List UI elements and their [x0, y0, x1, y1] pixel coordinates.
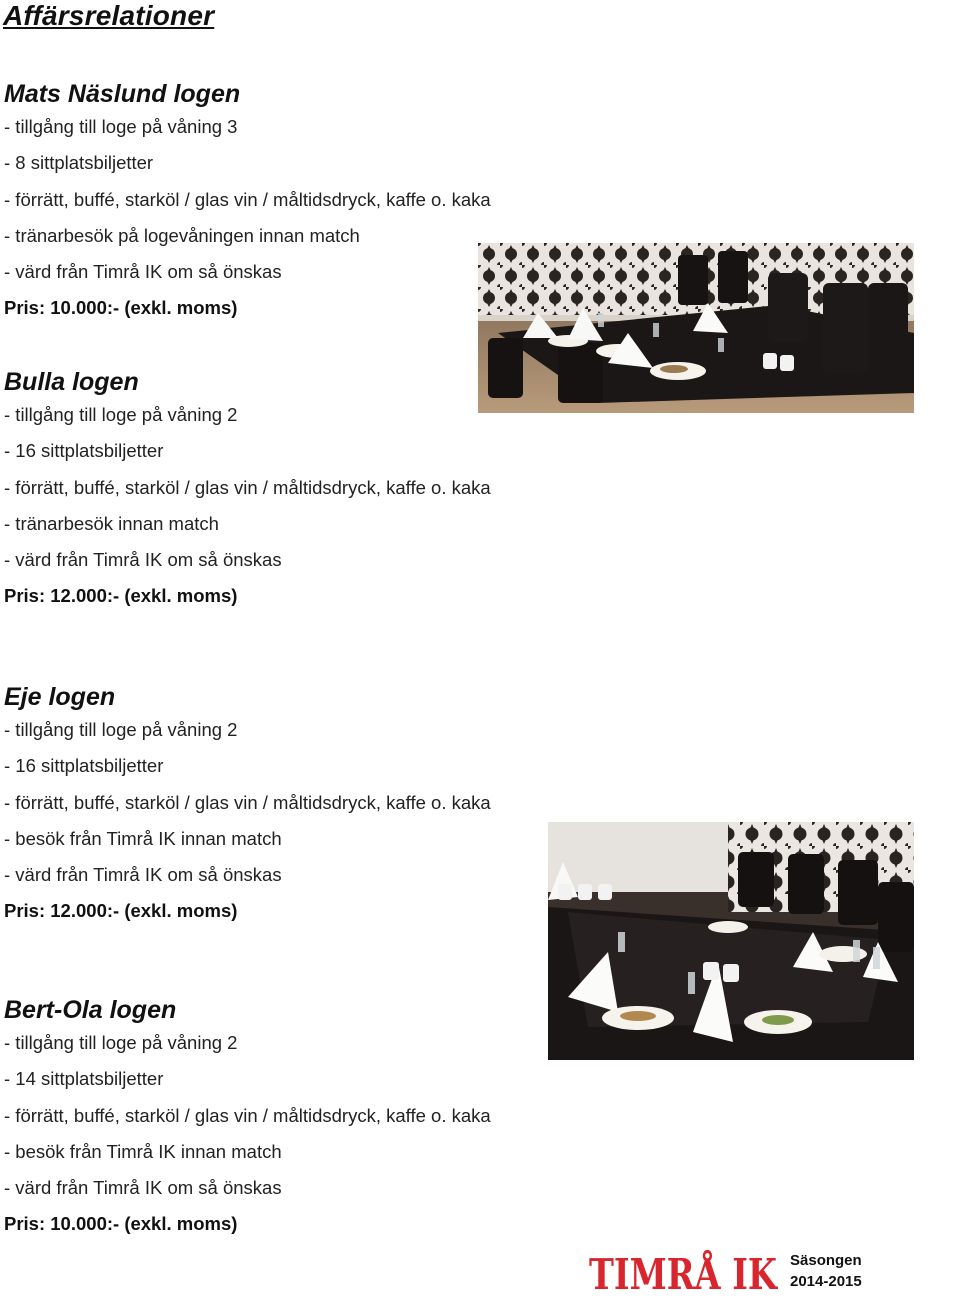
- benefit-list: [4, 109, 491, 290]
- list-item: - besök från Timrå IK innan match: [4, 827, 282, 849]
- list-item: - tillgång till loge på våning 2: [4, 719, 238, 740]
- lodge-photo: [478, 243, 914, 413]
- list-item: - värd från Timrå IK om så önskas: [4, 549, 282, 571]
- section-bulla-logen: [4, 367, 491, 614]
- list-item: - förrätt, buffé, starköl / glas vin / måltidsdryck, kaffe o. kaka: [4, 791, 491, 813]
- list-item: - tillgång till loge på våning 3: [4, 116, 238, 137]
- list-item: - 16 sittplatsbiljetter: [4, 440, 164, 462]
- list-item: - tillgång till loge på våning 2: [4, 404, 238, 425]
- svg-text:TIMRÅ IK: TIMRÅ: [589, 1250, 754, 1293]
- section-eje-logen: [4, 682, 491, 929]
- list-item: - besök från Timrå IK innan match: [4, 1140, 282, 1162]
- price-text: Pris: 10.000:- (exkl. moms): [4, 297, 238, 319]
- list-item: - 16 sittplatsbiljetter: [4, 755, 164, 777]
- list-item: - tränarbesök innan match: [4, 512, 219, 534]
- list-item: - 14 sittplatsbiljetter: [4, 1068, 164, 1090]
- section-mats-naslund-logen: [4, 79, 491, 326]
- list-item: - värd från Timrå IK om så önskas: [4, 1177, 282, 1199]
- benefit-list: [4, 397, 491, 578]
- list-item: - förrätt, buffé, starköl / glas vin / måltidsdryck, kaffe o. kaka: [4, 1104, 491, 1126]
- list-item: - tillgång till loge på våning 2: [4, 1032, 238, 1053]
- list-item: - värd från Timrå IK om så önskas: [4, 864, 282, 886]
- price-text: Pris: 12.000:- (exkl. moms): [4, 900, 238, 922]
- section-bert-ola-logen: [4, 995, 491, 1242]
- section-heading: Bulla logen: [4, 368, 139, 396]
- season-label: [790, 1250, 862, 1292]
- section-heading: Mats Näslund logen: [4, 80, 241, 108]
- list-item: - tränarbesök på logevåningen innan match: [4, 224, 360, 246]
- season-label-text: Säsongen: [790, 1252, 862, 1269]
- season-years-text: 2014-2015: [790, 1273, 862, 1290]
- list-item: - 8 sittplatsbiljetter: [4, 152, 154, 174]
- section-heading: Eje logen: [4, 683, 116, 711]
- section-heading: Bert-Ola logen: [4, 996, 177, 1024]
- benefit-list: [4, 1025, 491, 1206]
- list-item: - värd från Timrå IK om så önskas: [4, 261, 282, 283]
- list-item: - förrätt, buffé, starköl / glas vin / måltidsdryck, kaffe o. kaka: [4, 476, 491, 498]
- benefit-list: [4, 712, 491, 893]
- price-text: Pris: 12.000:- (exkl. moms): [4, 585, 238, 607]
- price-text: Pris: 10.000:- (exkl. moms): [4, 1213, 238, 1235]
- lodge-photo: [548, 822, 914, 1060]
- timra-ik-logo: [588, 1243, 778, 1293]
- page-title: Affärsrelationer: [3, 0, 215, 31]
- list-item: - förrätt, buffé, starköl / glas vin / måltidsdryck, kaffe o. kaka: [4, 188, 491, 210]
